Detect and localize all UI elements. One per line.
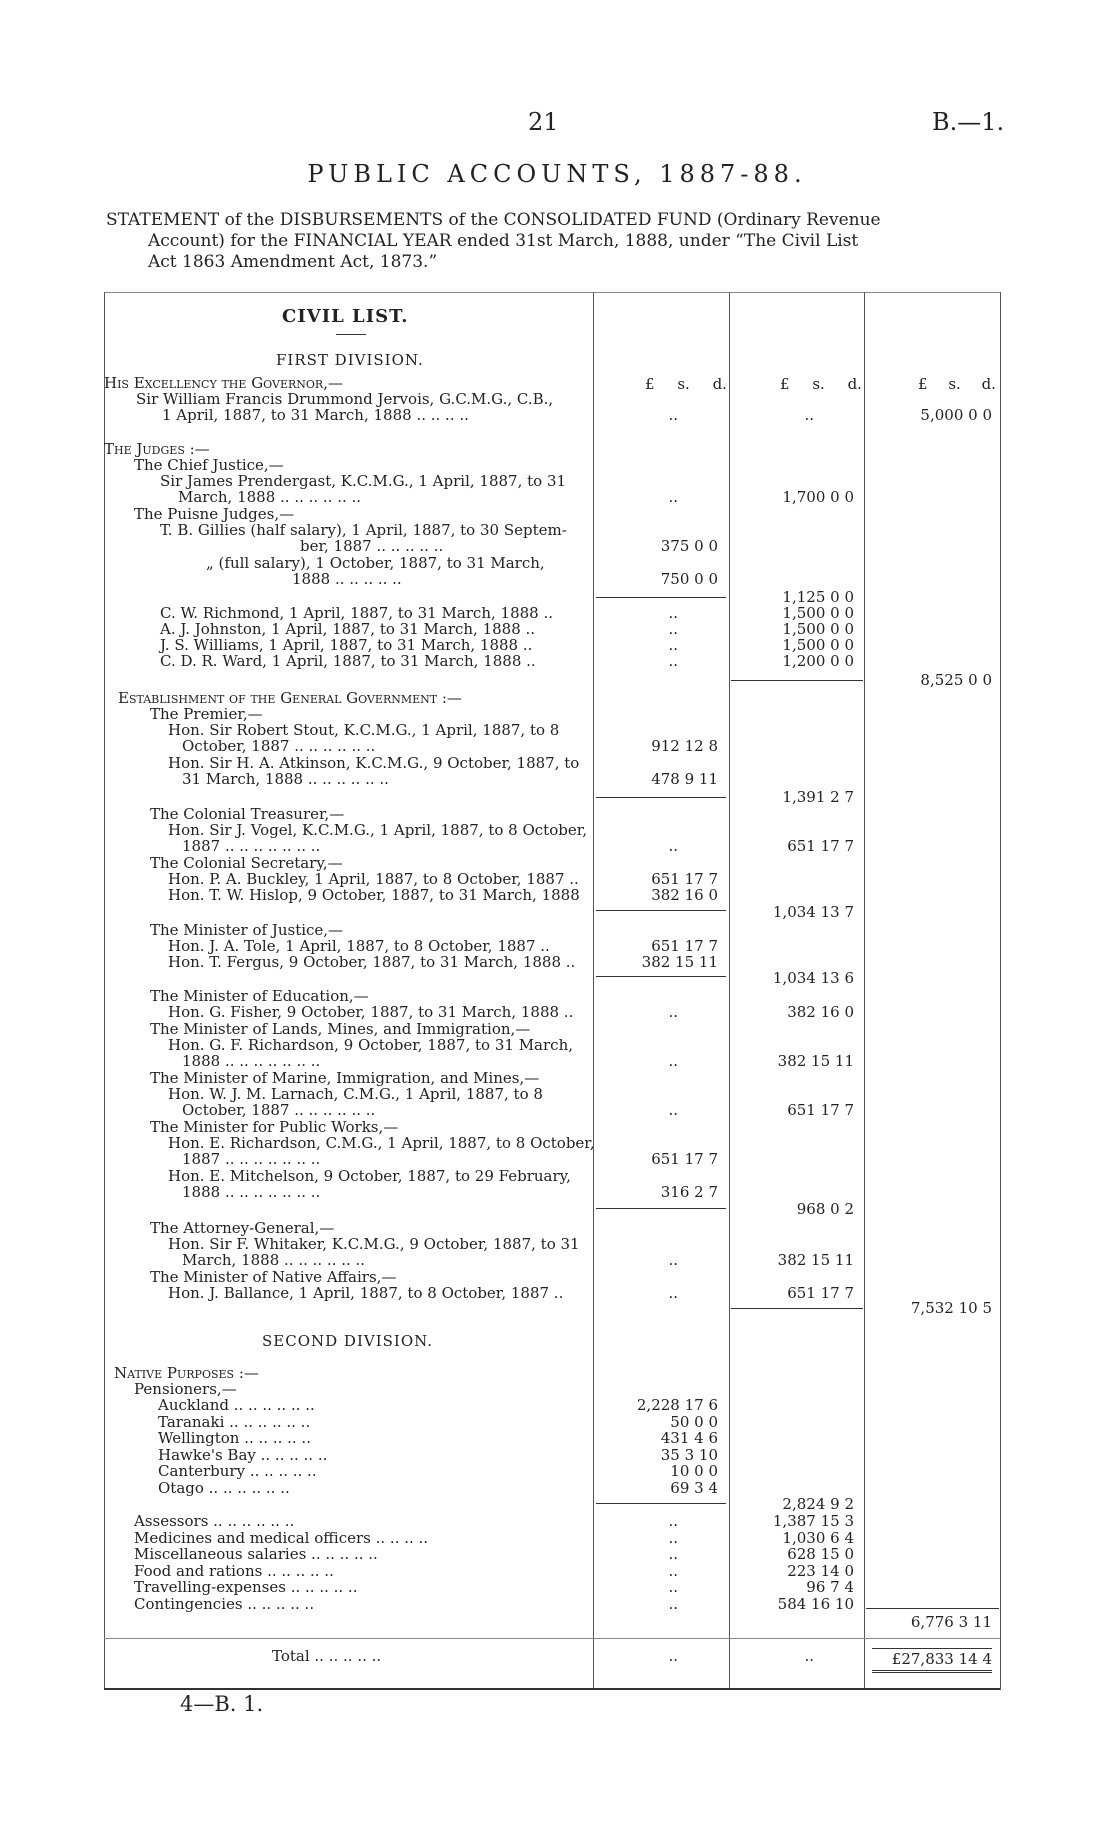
pensioners-label: Pensioners,— <box>134 1380 237 1398</box>
pensioner-row-c1: 2,228 17 6 <box>636 1396 718 1414</box>
premier-label: The Premier,— <box>150 705 263 723</box>
judges-total-rule <box>731 680 863 681</box>
atkinson-line-2: 31 March, 1888 .. .. .. .. .. .. <box>182 770 389 788</box>
attorney-label: The Attorney-General,— <box>150 1219 335 1237</box>
larnach-c2: 651 17 7 <box>787 1101 854 1119</box>
table-left-rule <box>104 292 105 1690</box>
pensioner-row: Wellington .. .. .. .. .. <box>158 1429 311 1447</box>
marine-label: The Minister of Marine, Immigration, and Mines,— <box>150 1069 540 1087</box>
native-other-row-c2: 223 14 0 <box>787 1561 854 1580</box>
judges-label: The Judges :— <box>104 440 210 458</box>
native-other-row-c2: 96 7 4 <box>806 1578 854 1596</box>
lands-label: The Minister of Lands, Mines, and Immigration,— <box>150 1020 531 1038</box>
native-other-row-c1: .. <box>668 1528 678 1547</box>
pensioners-total-c2: 2,824 9 2 <box>782 1495 854 1513</box>
native-other-row-c2: 584 16 10 <box>777 1594 854 1613</box>
governor-c1: .. <box>668 406 678 424</box>
pensioner-row: Otago .. .. .. .. .. .. <box>158 1478 290 1497</box>
secretary-total-c2: 1,034 13 7 <box>772 903 854 921</box>
hislop-row: Hon. T. W. Hislop, 9 October, 1887, to 31 March, 1888 <box>168 886 580 904</box>
richardson-e-line-2: 1887 .. .. .. .. .. .. .. <box>182 1150 321 1168</box>
vogel-c2: 651 17 7 <box>787 837 854 855</box>
establishment-label: Establishment of the General Government :— <box>118 689 462 707</box>
gillies-half-c1: 375 0 0 <box>660 537 718 555</box>
grand-total-c3: £27,833 14 4 <box>872 1648 992 1673</box>
heading-rule <box>336 334 366 335</box>
gillies-half-line-2: ber, 1887 .. .. .. .. .. <box>300 537 444 555</box>
works-label: The Minister for Public Works,— <box>150 1118 399 1136</box>
table-bottom-rule <box>104 1688 1000 1690</box>
prendergast-line-2: March, 1888 .. .. .. .. .. .. <box>178 488 362 506</box>
civil-list-heading: CIVIL LIST. <box>282 306 409 327</box>
total-label: Total .. .. .. .. .. <box>272 1647 382 1665</box>
treasurer-label: The Colonial Treasurer,— <box>150 805 345 823</box>
total-c2: .. <box>804 1647 814 1665</box>
native-other-row-c1: .. <box>668 1561 678 1580</box>
gillies-half-line-1: T. B. Gillies (half salary), 1 April, 1887, to 30 Septem- <box>160 521 567 539</box>
native-other-row: Assessors .. .. .. .. .. .. <box>134 1512 295 1530</box>
buckley-row: Hon. P. A. Buckley, 1 April, 1887, to 8 October, 1887 .. <box>168 870 579 888</box>
ballance-c2: 651 17 7 <box>787 1284 854 1302</box>
pensioners-subtotal-rule <box>596 1503 726 1504</box>
ward-c2: 1,200 0 0 <box>782 652 854 670</box>
richardson-g-line-1: Hon. G. F. Richardson, 9 October, 1887, to 31 March, <box>168 1036 573 1054</box>
puisne-judges-label: The Puisne Judges,— <box>134 505 295 523</box>
richardson-e-line-1: Hon. E. Richardson, C.M.G., 1 April, 1887, to 8 October, <box>168 1134 595 1152</box>
native-affairs-label: The Minister of Native Affairs,— <box>150 1268 397 1286</box>
fergus-c1: 382 15 11 <box>641 953 718 971</box>
pensioner-row-c1: 50 0 0 <box>670 1412 718 1431</box>
col1-currency-header: £ s. d. <box>645 375 727 393</box>
atkinson-c1: 478 9 11 <box>651 770 718 788</box>
pensioner-row: Hawke's Bay .. .. .. .. .. <box>158 1445 328 1464</box>
vogel-c1: .. <box>668 837 678 855</box>
column-divider-3 <box>864 292 865 1690</box>
gillies-total-c2: 1,125 0 0 <box>782 588 854 606</box>
pensioner-row-c1: 69 3 4 <box>670 1478 718 1497</box>
larnach-line-1: Hon. W. J. M. Larnach, C.M.G., 1 April, 1887, to 8 <box>168 1085 543 1103</box>
native-other-row: Medicines and medical officers .. .. .. .. <box>134 1528 429 1547</box>
williams-c1: .. <box>668 636 678 654</box>
whitaker-line-2: March, 1888 .. .. .. .. .. .. <box>182 1251 366 1269</box>
prendergast-c1: .. <box>668 488 678 506</box>
hislop-c1: 382 16 0 <box>651 886 718 904</box>
secretary-label: The Colonial Secretary,— <box>150 854 343 872</box>
pensioner-row-c1: 10 0 0 <box>670 1462 718 1480</box>
native-other-row-c1: .. <box>668 1578 678 1596</box>
gillies-full-c1: 750 0 0 <box>660 570 718 588</box>
richardson-g-line-2: 1888 .. .. .. .. .. .. .. <box>182 1052 321 1070</box>
williams-row: J. S. Williams, 1 April, 1887, to 31 March, 1888 .. <box>160 636 533 654</box>
native-other-row-c1: .. <box>668 1545 678 1563</box>
governor-c3: 5,000 0 0 <box>920 406 992 424</box>
ballance-row: Hon. J. Ballance, 1 April, 1887, to 8 October, 1887 .. <box>168 1284 564 1302</box>
total-top-rule <box>104 1638 1000 1639</box>
justice-total-c2: 1,034 13 6 <box>772 969 854 987</box>
whitaker-c2: 382 15 11 <box>777 1251 854 1269</box>
johnston-c1: .. <box>668 620 678 638</box>
page-number: 21 <box>528 108 559 136</box>
gillies-full-line-2: 1888 .. .. .. .. .. <box>292 570 402 588</box>
fisher-row: Hon. G. Fisher, 9 October, 1887, to 31 March, 1888 .. <box>168 1003 574 1021</box>
prendergast-line-1: Sir James Prendergast, K.C.M.G., 1 April, 1887, to 31 <box>160 472 567 490</box>
richmond-row: C. W. Richmond, 1 April, 1887, to 31 March, 1888 .. <box>160 604 554 622</box>
premier-subtotal-rule <box>596 797 726 798</box>
johnston-c2: 1,500 0 0 <box>782 620 854 638</box>
page-title: PUBLIC ACCOUNTS, 1887-88. <box>307 160 807 188</box>
williams-c2: 1,500 0 0 <box>782 636 854 654</box>
gillies-subtotal-rule <box>596 597 726 598</box>
vogel-line-1: Hon. Sir J. Vogel, K.C.M.G., 1 April, 1887, to 8 October, <box>168 821 587 839</box>
total-c1: .. <box>668 1647 678 1665</box>
first-division-heading: FIRST DIVISION. <box>276 351 424 369</box>
native-other-row-c1: .. <box>668 1594 678 1613</box>
premier-total-c2: 1,391 2 7 <box>782 788 854 806</box>
pensioner-row: Canterbury .. .. .. .. .. <box>158 1462 317 1480</box>
governor-label: His Excellency the Governor,— <box>104 374 343 392</box>
mitchelson-c1: 316 2 7 <box>660 1183 718 1201</box>
richmond-c1: .. <box>668 604 678 622</box>
native-total-c3: 6,776 3 11 <box>910 1613 992 1631</box>
native-other-row: Travelling-expenses .. .. .. .. .. <box>134 1578 358 1596</box>
johnston-row: A. J. Johnston, 1 April, 1887, to 31 March, 1888 .. <box>160 620 536 638</box>
governor-line-2: 1 April, 1887, to 31 March, 1888 .. .. .. .. <box>162 406 469 424</box>
footer-signature: 4—B. 1. <box>180 1692 264 1716</box>
tole-row: Hon. J. A. Tole, 1 April, 1887, to 8 October, 1887 .. <box>168 937 550 955</box>
buckley-c1: 651 17 7 <box>651 870 718 888</box>
justice-subtotal-rule <box>596 976 726 977</box>
whitaker-line-1: Hon. Sir F. Whitaker, K.C.M.G., 9 October, 1887, to 31 <box>168 1235 580 1253</box>
secretary-subtotal-rule <box>596 910 726 911</box>
ballance-c1: .. <box>668 1284 678 1302</box>
native-other-row-c2: 1,030 6 4 <box>782 1528 854 1547</box>
establishment-total-rule <box>731 1308 863 1309</box>
governor-line-1: Sir William Francis Drummond Jervois, G.C.M.G., C.B., <box>136 390 554 408</box>
native-other-row-c2: 628 15 0 <box>787 1545 854 1563</box>
mitchelson-line-2: 1888 .. .. .. .. .. .. .. <box>182 1183 321 1201</box>
native-other-row: Contingencies .. .. .. .. .. <box>134 1594 315 1613</box>
fisher-c2: 382 16 0 <box>787 1003 854 1021</box>
larnach-line-2: October, 1887 .. .. .. .. .. .. <box>182 1101 376 1119</box>
chief-justice-label: The Chief Justice,— <box>134 456 284 474</box>
tole-c1: 651 17 7 <box>651 937 718 955</box>
atkinson-line-1: Hon. Sir H. A. Atkinson, K.C.M.G., 9 October, 1887, to <box>168 754 580 772</box>
judges-total-c3: 8,525 0 0 <box>920 671 992 689</box>
native-other-row: Miscellaneous salaries .. .. .. .. .. <box>134 1545 378 1563</box>
fisher-c1: .. <box>668 1003 678 1021</box>
stout-line-1: Hon. Sir Robert Stout, K.C.M.G., 1 April, 1887, to 8 <box>168 721 560 739</box>
native-other-row-c1: .. <box>668 1512 678 1530</box>
native-purposes-label: Native Purposes :— <box>114 1364 259 1382</box>
column-divider-2 <box>729 292 730 1690</box>
prendergast-c2: 1,700 0 0 <box>782 488 854 506</box>
pensioner-row: Auckland .. .. .. .. .. .. <box>158 1396 315 1414</box>
ward-row: C. D. R. Ward, 1 April, 1887, to 31 March, 1888 .. <box>160 652 536 670</box>
whitaker-c1: .. <box>668 1251 678 1269</box>
works-subtotal-rule <box>596 1208 726 1209</box>
statement-line-3: Act 1863 Amendment Act, 1873.” <box>148 252 438 272</box>
native-total-rule <box>866 1608 999 1609</box>
gillies-full-line-1: „ (full salary), 1 October, 1887, to 31 March, <box>206 554 545 572</box>
statement-line-2: Account) for the FINANCIAL YEAR ended 31st March, 1888, under “The Civil List <box>148 231 859 251</box>
richardson-e-c1: 651 17 7 <box>651 1150 718 1168</box>
justice-label: The Minister of Justice,— <box>150 921 344 939</box>
richmond-c2: 1,500 0 0 <box>782 604 854 622</box>
col2-currency-header: £ s. d. <box>780 375 862 393</box>
larnach-c1: .. <box>668 1101 678 1119</box>
governor-c2: .. <box>804 406 814 424</box>
establishment-total-c3: 7,532 10 5 <box>910 1299 992 1317</box>
statement-line-1: STATEMENT of the DISBURSEMENTS of the CONSOLIDATED FUND (Ordinary Revenue <box>106 210 881 230</box>
native-other-row: Food and rations .. .. .. .. .. <box>134 1561 334 1580</box>
mitchelson-line-1: Hon. E. Mitchelson, 9 October, 1887, to 29 February, <box>168 1167 571 1185</box>
pensioner-row: Taranaki .. .. .. .. .. .. <box>158 1412 311 1431</box>
col3-currency-header: £ s. d. <box>918 375 996 393</box>
stout-line-2: October, 1887 .. .. .. .. .. .. <box>182 737 376 755</box>
table-right-rule <box>1000 292 1001 1690</box>
native-other-row-c2: 1,387 15 3 <box>772 1512 854 1530</box>
stout-c1: 912 12 8 <box>651 737 718 755</box>
fergus-row: Hon. T. Fergus, 9 October, 1887, to 31 March, 1888 .. <box>168 953 576 971</box>
column-divider-1 <box>593 292 594 1690</box>
education-label: The Minister of Education,— <box>150 987 369 1005</box>
document-code: B.—1. <box>932 108 1005 136</box>
richardson-g-c1: .. <box>668 1052 678 1070</box>
richardson-g-c2: 382 15 11 <box>777 1052 854 1070</box>
works-total-c2: 968 0 2 <box>796 1200 854 1218</box>
pensioner-row-c1: 431 4 6 <box>660 1429 718 1447</box>
ward-c1: .. <box>668 652 678 670</box>
vogel-line-2: 1887 .. .. .. .. .. .. .. <box>182 837 321 855</box>
second-division-heading: SECOND DIVISION. <box>262 1332 434 1350</box>
pensioner-row-c1: 35 3 10 <box>660 1445 718 1464</box>
table-top-rule <box>104 292 1000 293</box>
